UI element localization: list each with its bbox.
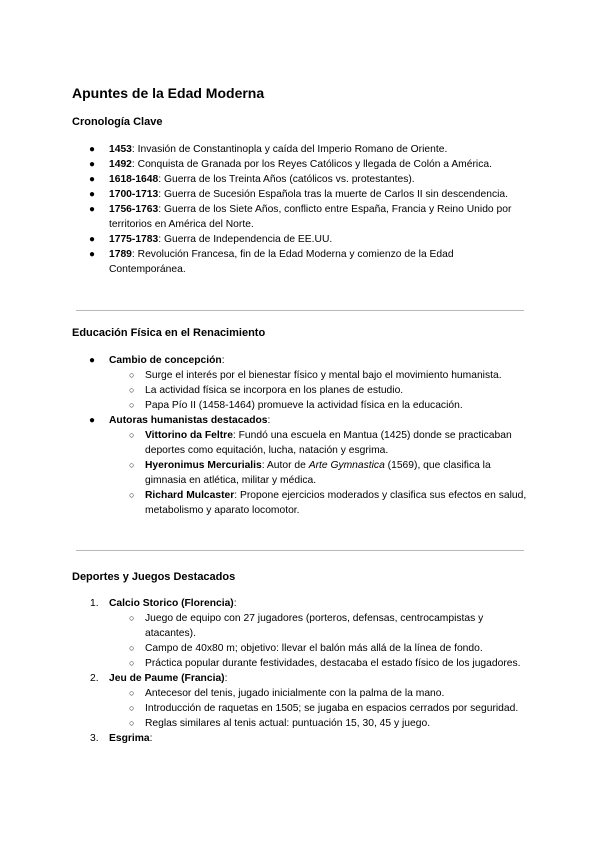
chronology-date: 1756-1763 — [109, 204, 159, 215]
list-item — [109, 398, 532, 413]
list-item — [72, 671, 532, 731]
chronology-date: 1775-1783 — [109, 234, 159, 245]
sub-bullet-icon: ○ — [129, 430, 135, 440]
concept-label: Cambio de concepción — [109, 355, 222, 366]
sub-bullet-icon: ○ — [129, 703, 135, 713]
sport-detail: Campo de 40x80 m; objetivo: llevar el balón más allá de la línea de fondo. — [145, 643, 483, 654]
label-colon: : — [233, 598, 237, 609]
education-heading: Educación Física en el Renacimiento — [72, 327, 266, 339]
list-number: 3. — [90, 733, 99, 744]
list-item — [72, 353, 532, 413]
section-divider — [76, 550, 524, 551]
author-text: : Fundó una escuela en Mantua (1425) donde se practicaban deportes como equitación, lucha, natación y esgrima. — [145, 430, 512, 456]
list-number: 1. — [90, 598, 99, 609]
author-name: Richard Mulcaster — [145, 490, 235, 501]
bullet-icon: ● — [89, 234, 96, 245]
list-item — [109, 701, 532, 716]
chronology-text: : Conquista de Granada por los Reyes Católicos y llegada de Colón a América. — [131, 159, 492, 170]
chronology-text: : Guerra de Independencia de EE.UU. — [158, 234, 333, 245]
sport-label: Calcio Storico (Florencia) — [109, 598, 234, 609]
list-item — [72, 232, 532, 247]
chronology-date: 1453 — [109, 144, 132, 155]
sub-bullet-icon: ○ — [129, 460, 135, 470]
sub-bullet-icon: ○ — [129, 613, 135, 623]
list-item — [72, 142, 532, 157]
concept-text: Surge el interés por el bienestar físico y mental bajo el movimiento humanista. — [145, 370, 502, 381]
calcio-sublist — [109, 611, 532, 671]
list-item — [109, 428, 532, 458]
bullet-icon: ● — [89, 204, 96, 215]
label-colon: : — [149, 733, 153, 744]
author-name: Vittorino da Feltre — [145, 430, 233, 441]
author-name: Hyeronimus Mercurialis — [145, 460, 262, 471]
sub-bullet-icon: ○ — [129, 658, 135, 668]
sub-bullet-icon: ○ — [129, 400, 135, 410]
chronology-text: : Invasión de Constantinopla y caída del Imperio Romano de Oriente. — [131, 144, 448, 155]
sports-list — [72, 596, 532, 746]
bullet-icon: ● — [89, 174, 96, 185]
list-item — [72, 187, 532, 202]
list-item — [72, 247, 532, 277]
bullet-icon: ● — [89, 249, 96, 260]
list-item — [72, 157, 532, 172]
list-item — [109, 488, 532, 518]
concept-text: La actividad física se incorpora en los planes de estudio. — [145, 385, 404, 396]
sport-label: Jeu de Paume (Francia) — [109, 673, 225, 684]
bullet-icon: ● — [89, 355, 96, 366]
concept-sublist — [109, 368, 532, 413]
list-item — [109, 458, 532, 488]
chronology-date: 1618-1648 — [109, 174, 159, 185]
sport-detail: Juego de equipo con 27 jugadores (porteros, defensas, centrocampistas y atacantes). — [145, 613, 484, 639]
label-colon: : — [224, 673, 228, 684]
bullet-icon: ● — [89, 189, 96, 200]
sports-heading: Deportes y Juegos Destacados — [72, 571, 236, 583]
chronology-date: 1789 — [109, 249, 132, 260]
chronology-list — [72, 142, 532, 277]
chronology-date: 1492 — [109, 159, 132, 170]
bullet-icon: ● — [89, 144, 96, 155]
list-item — [109, 383, 532, 398]
sport-detail: Práctica popular durante festividades, destacaba el estado físico de los jugadores. — [145, 658, 521, 669]
bullet-icon: ● — [89, 415, 96, 426]
document-title: Apuntes de la Edad Moderna — [72, 85, 265, 101]
authors-label: Autoras humanistas destacados — [109, 415, 268, 426]
chronology-date: 1700-1713 — [109, 189, 159, 200]
list-item — [109, 611, 532, 641]
list-item — [72, 731, 532, 746]
chronology-text: : Guerra de Sucesión Española tras la muerte de Carlos II sin descendencia. — [158, 189, 508, 200]
sub-bullet-icon: ○ — [129, 490, 135, 500]
sub-bullet-icon: ○ — [129, 688, 135, 698]
authors-sublist — [109, 428, 532, 518]
author-text: : Autor de — [261, 460, 309, 471]
list-item — [109, 686, 532, 701]
chronology-text: : Guerra de los Siete Años, conflicto entre España, Francia y Reino Unido por territorios en América del Norte. — [109, 204, 512, 230]
sub-bullet-icon: ○ — [129, 643, 135, 653]
sub-bullet-icon: ○ — [129, 718, 135, 728]
chronology-heading: Cronología Clave — [72, 116, 163, 128]
author-text: : Propone ejercicios moderados y clasifica sus efectos en salud, metabolismo y aparato locomotor. — [145, 490, 527, 516]
bullet-icon: ● — [89, 159, 96, 170]
list-item — [109, 656, 532, 671]
concept-text: Papa Pío II (1458-1464) promueve la actividad física en la educación. — [145, 400, 463, 411]
chronology-text: : Revolución Francesa, fin de la Edad Moderna y comienzo de la Edad Contemporánea. — [109, 249, 454, 275]
list-item — [72, 596, 532, 671]
paume-sublist — [109, 686, 532, 731]
sub-bullet-icon: ○ — [129, 385, 135, 395]
chronology-text: : Guerra de los Treinta Años (católicos vs. protestantes). — [158, 174, 415, 185]
label-colon: : — [267, 415, 271, 426]
list-item — [109, 716, 532, 731]
list-number: 2. — [90, 673, 99, 684]
section-divider — [76, 310, 524, 311]
list-item — [72, 202, 532, 232]
sport-label: Esgrima — [109, 733, 150, 744]
education-list — [72, 353, 532, 518]
author-text: (1569), que clasifica la gimnasia en atlética, militar y médica. — [145, 460, 491, 486]
label-colon: : — [221, 355, 225, 366]
list-item — [109, 368, 532, 383]
sub-bullet-icon: ○ — [129, 370, 135, 380]
list-item — [109, 641, 532, 656]
sport-detail: Antecesor del tenis, jugado inicialmente con la palma de la mano. — [145, 688, 445, 699]
list-item — [72, 413, 532, 518]
book-title: Arte Gymnastica — [308, 460, 385, 471]
sport-detail: Introducción de raquetas en 1505; se jugaba en espacios cerrados por seguridad. — [145, 703, 519, 714]
list-item — [72, 172, 532, 187]
sport-detail: Reglas similares al tenis actual: puntuación 15, 30, 45 y juego. — [145, 718, 431, 729]
